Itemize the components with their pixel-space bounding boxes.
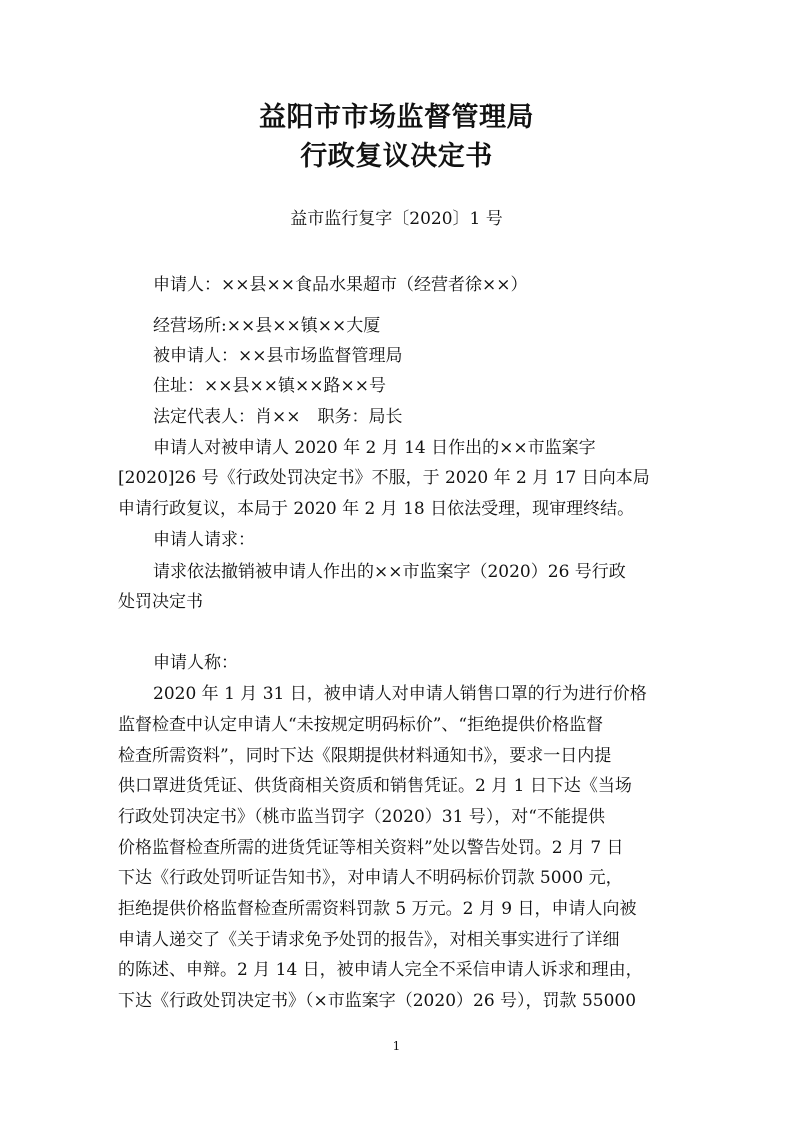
intro-line: 申请人对被申请人 2020 年 2 月 14 日作出的××市监案字 — [153, 438, 596, 458]
statement-line: 的陈述、申辩。2 月 14 日，被申请人完全不采信申请人诉求和理由， — [118, 960, 643, 980]
statement-line: 2020 年 1 月 31 日，被申请人对申请人销售口罩的行为进行价格 — [153, 684, 647, 704]
document-title-line-1: 益阳市市场监督管理局 — [259, 102, 534, 133]
document-number: 益市监行复字〔2020〕1 号 — [290, 209, 503, 229]
statement-line: 下达《行政处罚决定书》（×市监案字（2020）26 号），罚款 55000 — [118, 991, 637, 1011]
request-line: 请求依法撤销被申请人作出的××市监案字（2020）26 号行政 — [153, 562, 626, 582]
statement-line: 下达《行政处罚听证告知书》，对申请人不明码标价罚款 5000 元， — [118, 868, 623, 888]
address-line: 住址：××县××镇××路××号 — [153, 376, 386, 396]
intro-line: 申请行政复议，本局于 2020 年 2 月 18 日依法受理，现审理终结。 — [118, 499, 635, 519]
business-place-line: 经营场所:××县××镇××大厦 — [153, 316, 381, 336]
page-number: 1 — [392, 1039, 401, 1053]
statement-line: 监督检查中认定申请人“未按规定明码标价”、“拒绝提供价格监督 — [118, 715, 604, 735]
statement-line: 供口罩进货凭证、供货商相关资质和销售凭证。2 月 1 日下达《当场 — [118, 776, 632, 796]
statement-line: 拒绝提供价格监督检查所需资料罚款 5 万元。2 月 9 日，申请人向被 — [118, 899, 637, 919]
intro-line: [2020]26 号《行政处罚决定书》不服，于 2020 年 2 月 17 日向本局 — [118, 468, 650, 488]
statement-line: 检查所需资料”，同时下达《限期提供材料通知书》，要求一日内提 — [118, 746, 612, 766]
request-line: 处罚决定书 — [118, 592, 203, 612]
request-heading: 申请人请求： — [153, 530, 255, 550]
document-title-line-2: 行政复议决定书 — [300, 141, 493, 172]
statement-heading: 申请人称： — [153, 653, 238, 673]
legal-representative-line: 法定代表人：肖×× 职务：局长 — [153, 407, 403, 427]
respondent-line: 被申请人：××县市场监督管理局 — [153, 346, 403, 366]
statement-line: 申请人递交了《关于请求免予处罚的报告》，对相关事实进行了详细 — [118, 930, 620, 950]
applicant-line: 申请人：××县××食品水果超市（经营者徐××） — [153, 275, 528, 295]
statement-line: 行政处罚决定书》（桃市监当罚字（2020）31 号），对“不能提供 — [118, 807, 605, 827]
statement-line: 价格监督检查所需的进货凭证等相关资料”处以警告处罚。2 月 7 日 — [118, 838, 624, 858]
